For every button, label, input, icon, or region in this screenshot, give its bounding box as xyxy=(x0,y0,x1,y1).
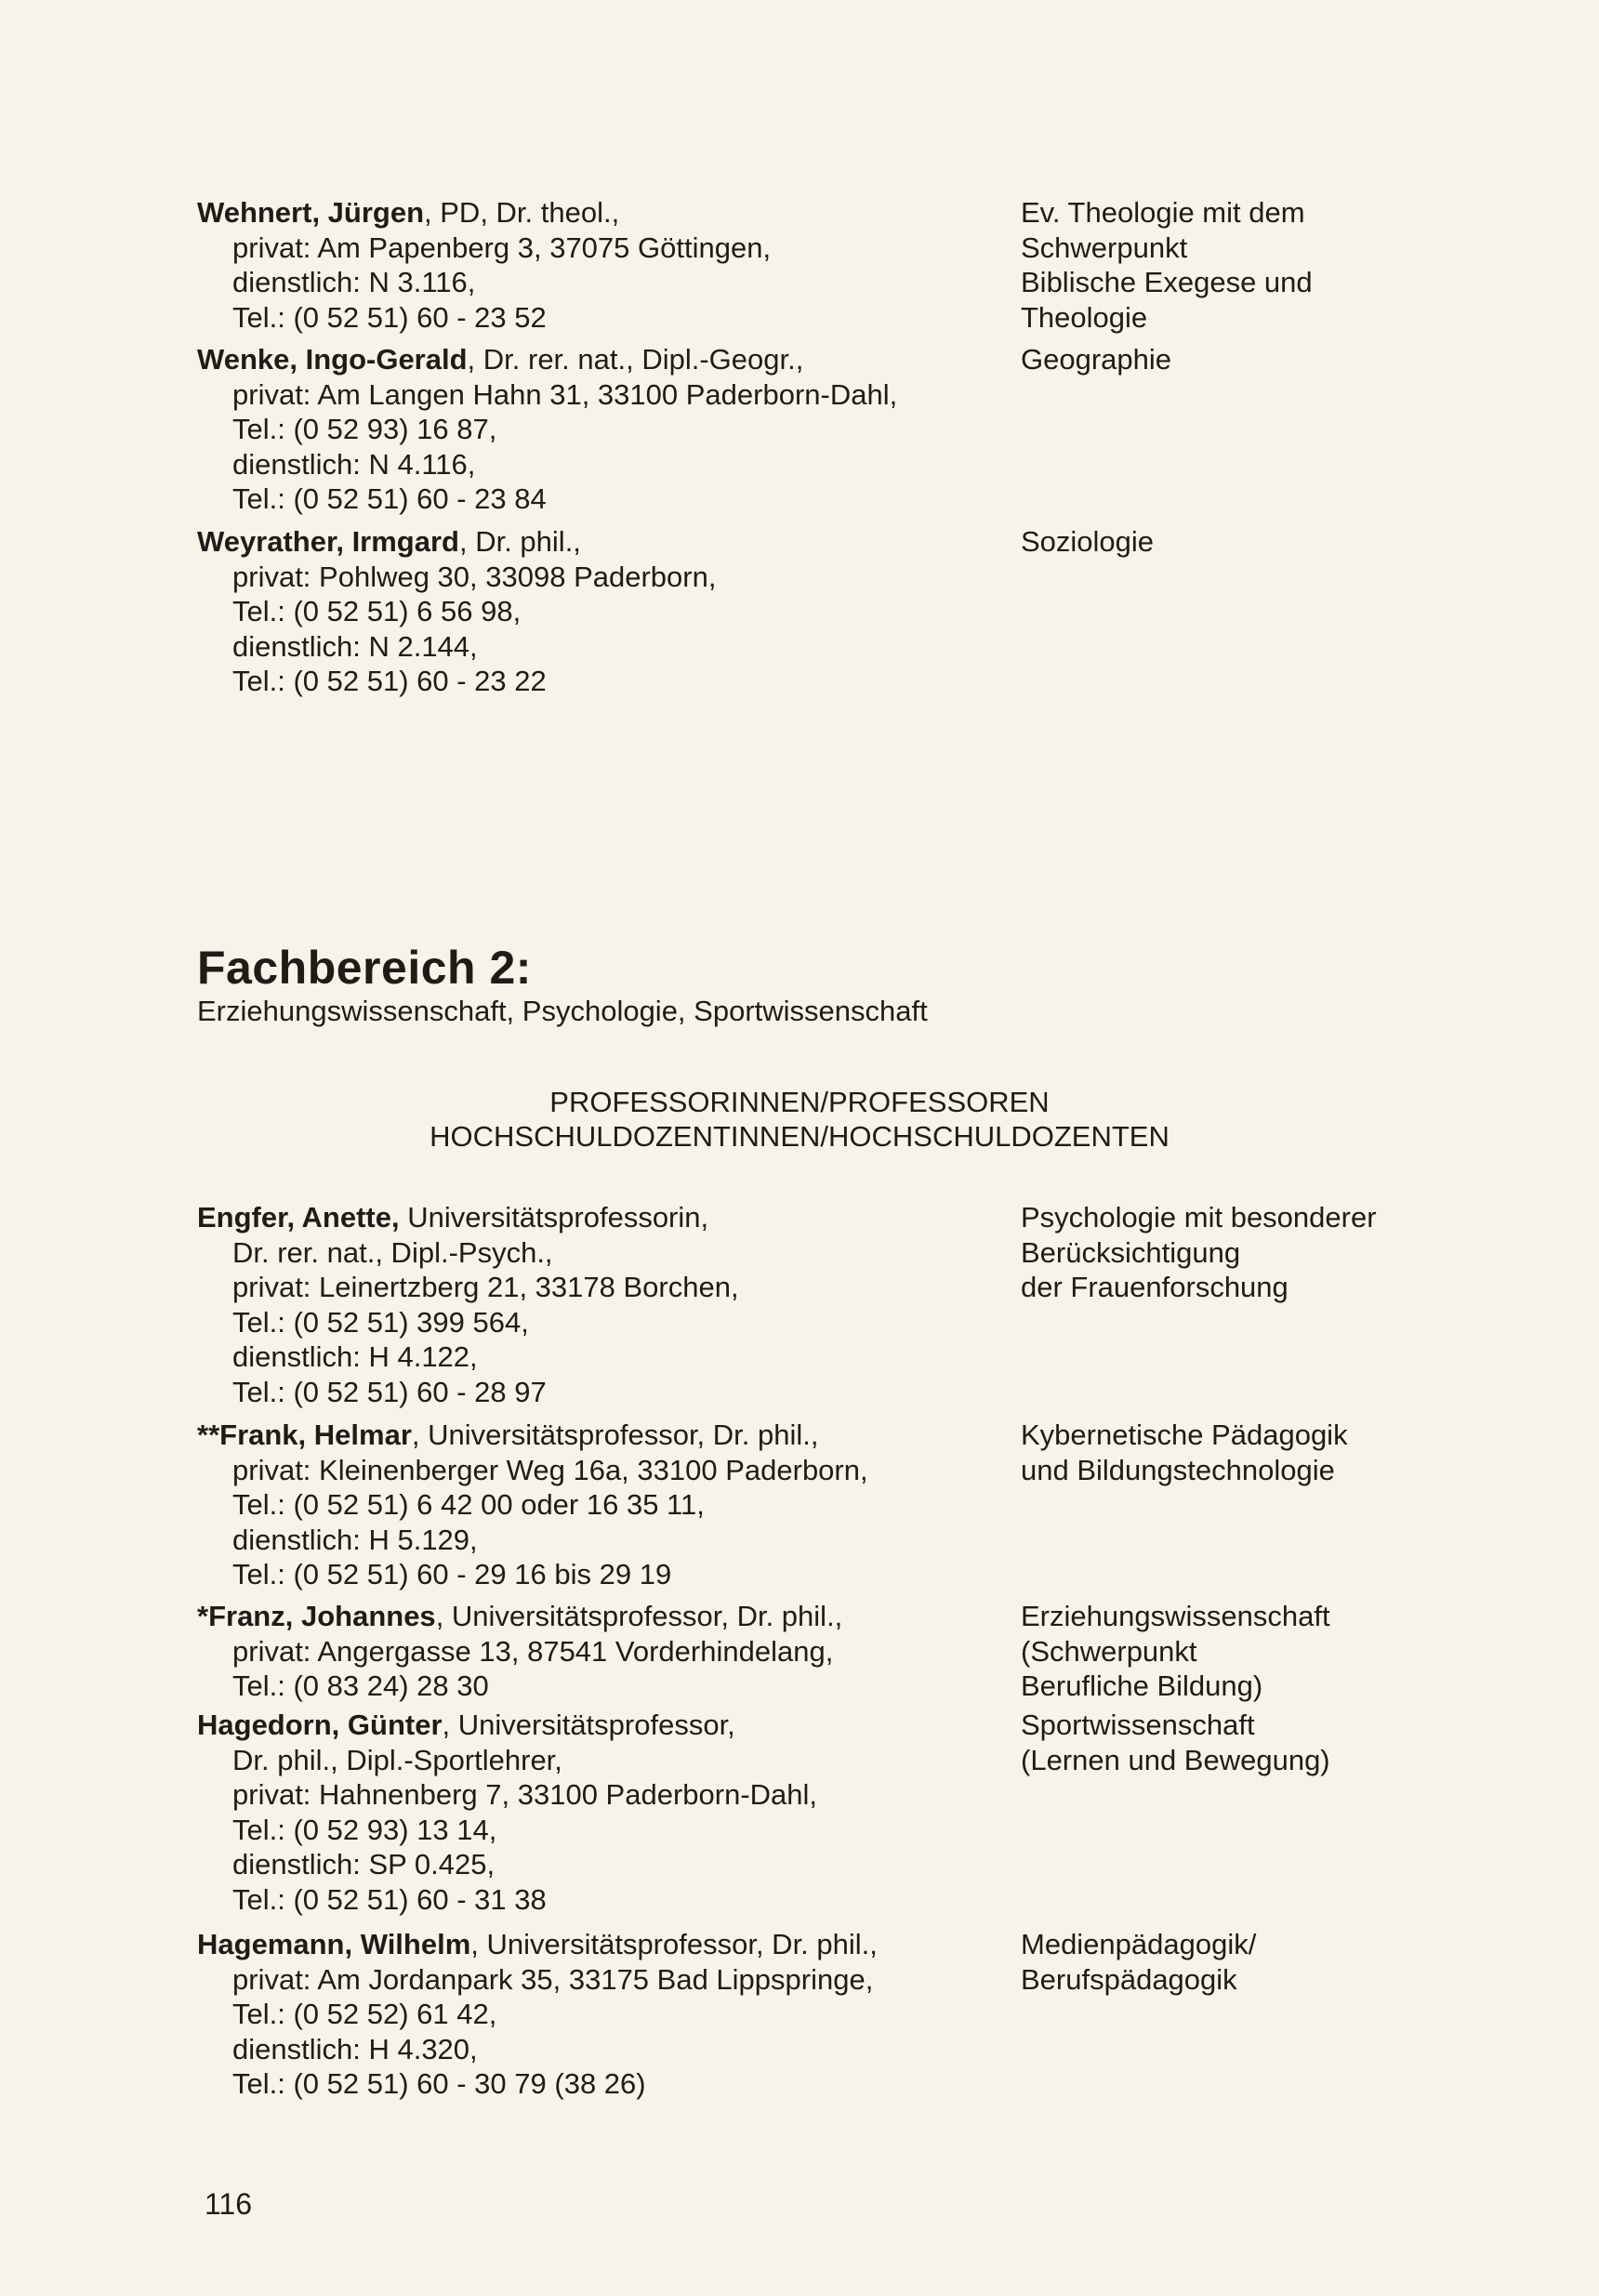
person-name: Hagedorn, Günter xyxy=(197,1709,443,1741)
field-line: (Schwerpunkt xyxy=(1021,1634,1197,1668)
detail-line: dienstlich: N 4.116, xyxy=(232,447,476,481)
person-title: , Dr. rer. nat., Dipl.-Geogr., xyxy=(467,343,804,376)
group-title-line: PROFESSORINNEN/PROFESSOREN xyxy=(549,1086,1050,1118)
field-line: Ev. Theologie mit dem xyxy=(1021,196,1305,229)
field-line: Erziehungswissenschaft xyxy=(1021,1600,1330,1632)
subject-field xyxy=(1021,1927,1467,1997)
section-heading: Fachbereich 2: xyxy=(197,942,532,994)
detail-line: Dr. phil., Dipl.-Sportlehrer, xyxy=(232,1743,562,1776)
field-line: Theologie xyxy=(1021,300,1148,334)
entry-details xyxy=(197,342,959,517)
person-title: , Universitätsprofessor, Dr. phil., xyxy=(470,1928,878,1960)
field-line: Kybernetische Pädagogik xyxy=(1021,1419,1348,1451)
subject-field xyxy=(1021,1200,1467,1305)
section-subheading: Erziehungswissenschaft, Psychologie, Sportwissenschaft xyxy=(197,995,928,1027)
detail-line: privat: Hahnenberg 7, 33100 Paderborn-Dahl, xyxy=(232,1778,818,1811)
detail-line: dienstlich: N 2.144, xyxy=(232,629,478,663)
detail-line: Tel.: (0 52 51) 60 - 31 38 xyxy=(232,1882,547,1916)
detail-line: Tel.: (0 52 51) 60 - 29 16 bis 29 19 xyxy=(232,1558,672,1590)
person-name: *Franz, Johannes xyxy=(197,1600,436,1632)
detail-line: Tel.: (0 52 51) 399 564, xyxy=(232,1305,529,1339)
person-title: , PD, Dr. theol., xyxy=(424,196,620,229)
detail-line: Tel.: (0 52 51) 60 - 30 79 (38 26) xyxy=(232,2067,646,2100)
field-line: und Bildungstechnologie xyxy=(1021,1453,1335,1486)
page-number: 116 xyxy=(205,2187,253,2221)
detail-line: Tel.: (0 52 93) 13 14, xyxy=(232,1813,497,1846)
detail-line: privat: Am Langen Hahn 31, 33100 Paderborn-Dahl, xyxy=(232,377,898,411)
person-name: Wenke, Ingo-Gerald xyxy=(197,343,468,376)
detail-line: Tel.: (0 52 51) 60 - 28 97 xyxy=(232,1375,547,1408)
detail-line: Tel.: (0 52 51) 6 42 00 oder 16 35 11, xyxy=(232,1488,705,1521)
field-line: Geographie xyxy=(1021,343,1172,376)
detail-line: dienstlich: H 5.129, xyxy=(232,1523,478,1556)
detail-line: Tel.: (0 52 52) 61 42, xyxy=(232,1998,497,2030)
field-line: Berufspädagogik xyxy=(1021,1962,1237,1996)
subject-field xyxy=(1021,524,1467,560)
field-line: der Frauenforschung xyxy=(1021,1271,1288,1303)
subject-field xyxy=(1021,342,1467,377)
field-line: Psychologie mit besonderer xyxy=(1021,1201,1377,1234)
field-line: Soziologie xyxy=(1021,525,1155,558)
field-line: Berufliche Bildung) xyxy=(1021,1669,1263,1702)
subject-field xyxy=(1021,1418,1467,1487)
person-title: , Dr. phil., xyxy=(458,525,581,558)
detail-line: privat: Angergasse 13, 87541 Vorderhindelang, xyxy=(232,1634,834,1668)
subject-field xyxy=(1021,1708,1467,1777)
field-line: Berücksichtigung xyxy=(1021,1235,1241,1269)
person-title: , Universitätsprofessor, Dr. phil., xyxy=(435,1600,843,1632)
detail-line: Tel.: (0 52 93) 16 87, xyxy=(232,413,497,445)
subject-field xyxy=(1021,1599,1467,1704)
person-name: Weyrather, Irmgard xyxy=(197,525,459,558)
detail-line: Tel.: (0 52 51) 60 - 23 52 xyxy=(232,300,547,334)
detail-line: dienstlich: H 4.320, xyxy=(232,2032,478,2065)
detail-line: Tel.: (0 52 51) 60 - 23 22 xyxy=(232,665,547,697)
entry-details xyxy=(197,524,959,699)
detail-line: privat: Leinertzberg 21, 33178 Borchen, xyxy=(232,1271,739,1303)
detail-line: Tel.: (0 83 24) 28 30 xyxy=(232,1669,489,1702)
entry-details xyxy=(197,1599,959,1704)
entry-details xyxy=(197,1927,959,2102)
entry-details xyxy=(197,1708,959,1917)
field-line: Medienpädagogik/ xyxy=(1021,1928,1257,1960)
detail-line: dienstlich: H 4.122, xyxy=(232,1340,478,1373)
entry-details xyxy=(197,195,959,335)
person-name: Wehnert, Jürgen xyxy=(197,196,425,229)
detail-line: privat: Am Jordanpark 35, 33175 Bad Lippspringe, xyxy=(232,1962,874,1996)
field-line: Biblische Exegese und xyxy=(1021,266,1313,298)
field-line: Sportwissenschaft xyxy=(1021,1709,1255,1741)
detail-line: privat: Am Papenberg 3, 37075 Göttingen, xyxy=(232,231,772,264)
person-name: Hagemann, Wilhelm xyxy=(197,1928,471,1960)
field-line: (Lernen und Bewegung) xyxy=(1021,1743,1330,1776)
person-title: Universitätsprofessorin, xyxy=(399,1201,709,1234)
group-title xyxy=(0,1085,1599,1154)
entry-details xyxy=(197,1418,959,1592)
detail-line: Dr. rer. nat., Dipl.-Psych., xyxy=(232,1235,553,1269)
detail-line: Tel.: (0 52 51) 6 56 98, xyxy=(232,595,522,627)
group-title-line: HOCHSCHULDOZENTINNEN/HOCHSCHULDOZENTEN xyxy=(429,1120,1170,1153)
detail-line: privat: Kleinenberger Weg 16a, 33100 Paderborn, xyxy=(232,1453,868,1486)
entry-details xyxy=(197,1200,959,1409)
detail-line: privat: Pohlweg 30, 33098 Paderborn, xyxy=(232,560,717,593)
person-title: , Universitätsprofessor, xyxy=(442,1709,735,1741)
person-name: **Frank, Helmar xyxy=(197,1419,412,1451)
detail-line: Tel.: (0 52 51) 60 - 23 84 xyxy=(232,482,547,515)
detail-line: dienstlich: SP 0.425, xyxy=(232,1848,496,1880)
detail-line: dienstlich: N 3.116, xyxy=(232,266,476,298)
person-title: , Universitätsprofessor, Dr. phil., xyxy=(411,1419,819,1451)
field-line: Schwerpunkt xyxy=(1021,231,1188,264)
subject-field xyxy=(1021,195,1467,335)
person-name: Engfer, Anette, xyxy=(197,1201,400,1234)
